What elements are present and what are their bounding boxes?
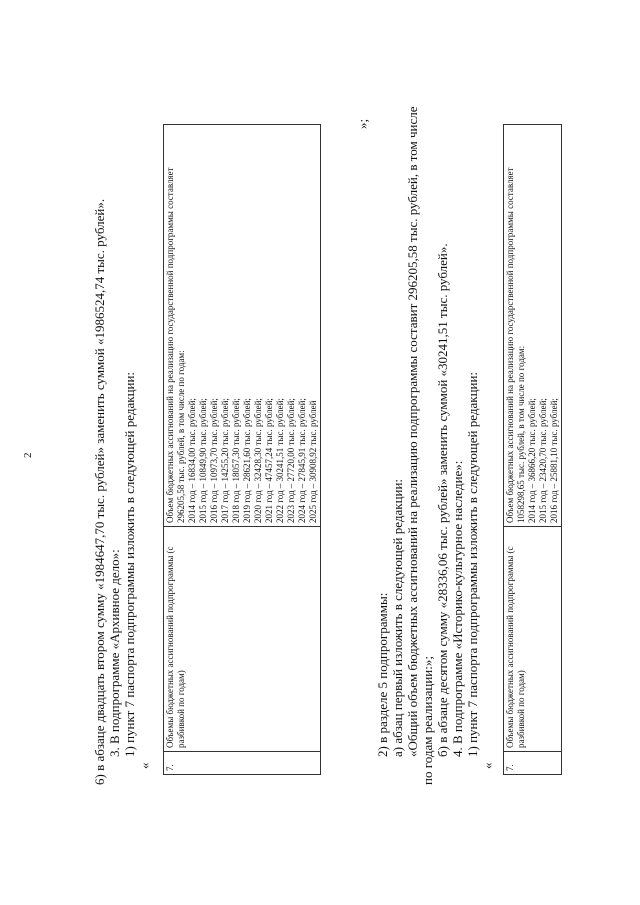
row-number: 7.: [164, 752, 321, 775]
item-1-text-2: 1) пункт 7 паспорта подпрограммы изложить в следующей редакции:: [465, 371, 480, 757]
value-line: Объем бюджетных ассигнований на реализацию государственной подпрограммы составляет: [165, 167, 175, 523]
section-4-heading: 4. В подпрограмме «Историко-культурное наследие»:: [450, 460, 465, 757]
value-line: 2016 год – 10973,70 тыс. рублей;: [209, 398, 219, 523]
close-quote: »;: [355, 118, 370, 129]
value-line: 2024 год – 27845,91 тыс. рублей;: [297, 398, 307, 523]
value-line: 2018 год – 18057,30 тыс. рублей;: [231, 398, 241, 523]
table-row: [164, 125, 321, 775]
value-line: 2022 год – 30241,51 тыс. рублей;: [275, 398, 285, 523]
passport-table-archive: [163, 124, 321, 775]
quoted-total-text: «Общий объем бюджетных ассигнований на реализацию подпрограммы составит 296205,58 тыс. рублей, в том числе: [405, 106, 420, 757]
quoted-total-continuation: по годам реализации:»;: [420, 656, 435, 785]
table-row: [504, 125, 562, 775]
row-value: [504, 125, 562, 527]
open-quote-2: «: [480, 762, 495, 769]
value-line: 2015 год – 23420,70 тыс. рублей;: [538, 398, 548, 523]
section-5-heading: 2) в разделе 5 подпрограммы:: [375, 592, 390, 757]
page-number: 2: [22, 452, 34, 458]
value-line: 2020 год – 32428,30 тыс. рублей;: [253, 398, 263, 523]
row-number: 7.: [504, 752, 562, 775]
value-line: 1058298,65 тыс. рублей, в том числе по годам:: [516, 345, 526, 523]
value-line: 2017 год – 14255,20 тыс. рублей;: [220, 398, 230, 523]
item-a-text: а) абзац первый изложить в следующей редакции:: [390, 478, 405, 757]
open-quote: «: [137, 762, 152, 769]
value-line: Объем бюджетных ассигнований на реализацию государственной подпрограммы составляет: [505, 167, 515, 523]
row-label: Объемы бюджетных ассигнований подпрограммы (с разбивкой по годам): [504, 527, 562, 752]
item-b-text: б) в абзаце десятом сумму «28336,06 тыс. рублей» заменить суммой «30241,51 тыс. рублей».: [435, 243, 450, 757]
section-3-heading: 3. В подпрограмме «Архивное дело»:: [107, 549, 122, 757]
passport-table-heritage: [503, 124, 562, 775]
row-label: Объемы бюджетных ассигнований подпрограммы (с разбивкой по годам): [164, 527, 321, 752]
row-value: [164, 125, 321, 527]
value-line: 2019 год – 28621,60 тыс. рублей;: [242, 398, 252, 523]
value-line: 296205,58 тыс. рублей, в том числе по годам:: [176, 350, 186, 523]
value-line: 2014 год – 16834,00 тыс. рублей;: [187, 398, 197, 523]
value-line: 2015 год – 10849,90 тыс. рублей;: [198, 398, 208, 523]
value-line: 2016 год – 25881,10 тыс. рублей;: [549, 398, 559, 523]
value-line: 2014 год – 36866,20 тыс. рублей;: [527, 398, 537, 523]
value-line: 2023 год – 27720,00 тыс. рублей;: [286, 398, 296, 523]
value-line: 2025 год – 30908,92 тыс. рублей: [308, 400, 318, 523]
value-line: 2021 год – 47457,24 тыс. рублей;: [264, 398, 274, 523]
item-1-text: 1) пункт 7 паспорта подпрограммы изложить в следующей редакции:: [122, 371, 137, 757]
amendment-6-text: 6) в абзаце двадцать втором сумму «1984647,70 тыс. рублей» заменить суммой «1986524,74 тыс. рублей».: [92, 198, 107, 785]
